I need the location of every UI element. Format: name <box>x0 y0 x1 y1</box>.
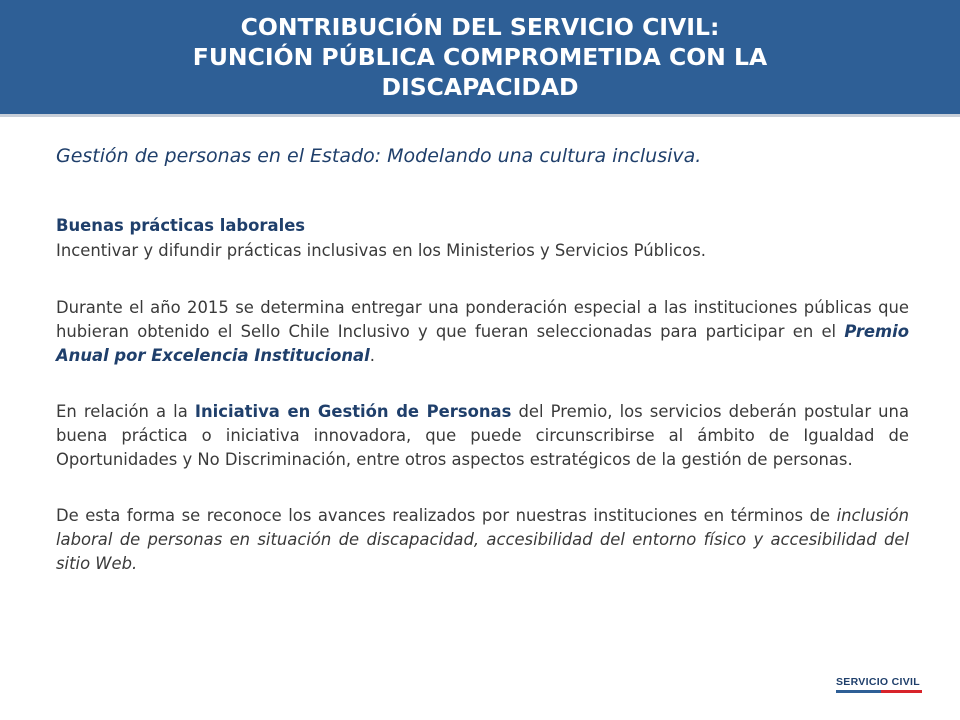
slide-title <box>0 0 960 117</box>
slide-body <box>56 213 909 576</box>
section-lead: Incentivar y difundir prácticas inclusivas en los Ministerios y Servicios Públicos. <box>56 241 706 260</box>
section-heading: Buenas prácticas laborales <box>56 216 306 235</box>
paragraph-recognition <box>56 504 909 576</box>
paragraph-award-text: Durante el año 2015 se determina entregar una ponderación especial a las instituciones públicas que hubieran obtenido el Sello Chile Inclusivo y que fueran seleccionadas para participar en el <box>56 298 909 341</box>
initiative-name: Iniciativa en Gestión de Personas <box>194 402 512 421</box>
slide-title-line-1: CONTRIBUCIÓN DEL SERVICIO CIVIL: <box>240 13 720 41</box>
paragraph-initiative-start: En relación a la <box>56 402 195 421</box>
slide-title-line-3: DISCAPACIDAD <box>381 73 579 101</box>
paragraph-recognition-italic: inclusión laboral de personas en situación de discapacidad, accesibilidad del entorno físico y accesibilidad del sitio Web. <box>56 506 909 573</box>
paragraph-recognition-start: De esta forma se reconoce los avances realizados por nuestras instituciones en términos de <box>56 506 837 525</box>
slide-title-line-2: FUNCIÓN PÚBLICA COMPROMETIDA CON LA <box>192 43 768 71</box>
servicio-civil-logo <box>836 676 922 693</box>
logo-bar-blue <box>836 690 881 693</box>
logo-text: SERVICIO CIVIL <box>836 676 920 688</box>
award-name: Premio Anual por Excelencia Institucional <box>56 322 909 365</box>
paragraph-award <box>56 296 909 368</box>
logo-flag-bar <box>836 690 922 693</box>
paragraph-award-end: . <box>369 346 375 365</box>
paragraph-initiative-text: del Premio, los servicios deberán postular una buena práctica o iniciativa innovadora, que puede circunscribirse al ámbito de Igualdad de Oportunidades y No Discriminación, entre otros aspectos estratégicos de la gestión de personas. <box>56 402 909 469</box>
slide-subtitle: Gestión de personas en el Estado: Modelando una cultura inclusiva. <box>56 145 702 167</box>
logo-bar-red <box>881 690 922 693</box>
paragraph-initiative <box>56 400 909 472</box>
